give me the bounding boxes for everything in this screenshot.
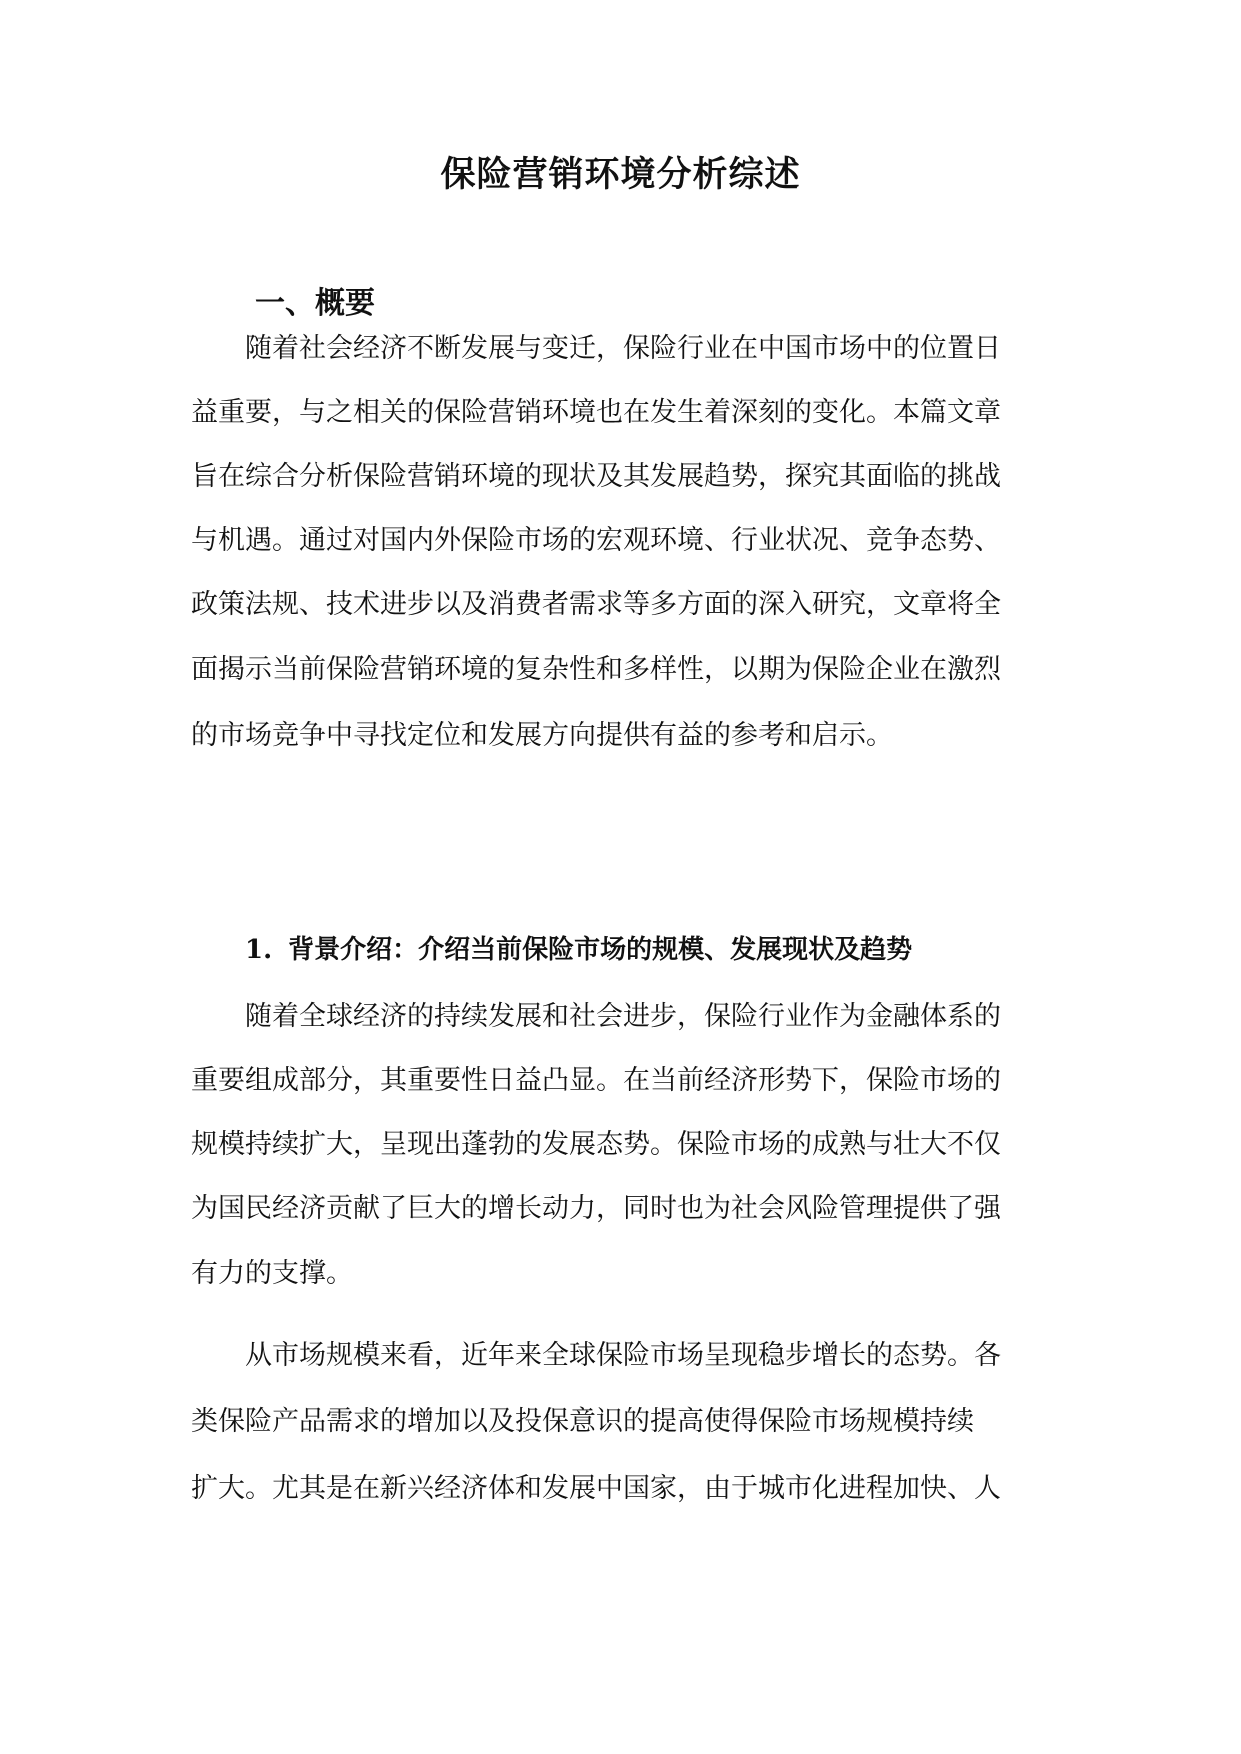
paragraph-line: 益重要，与之相关的保险营销环境也在发生着深刻的变化。本篇文章 <box>191 397 1001 428</box>
paragraph-line: 重要组成部分，其重要性日益凸显。在当前经济形势下，保险市场的 <box>191 1065 1001 1096</box>
paragraph-line: 类保险产品需求的增加以及投保意识的提高使得保险市场规模持续 <box>191 1406 974 1437</box>
subsection-heading-background <box>245 930 912 970</box>
paragraph-line: 随着全球经济的持续发展和社会进步，保险行业作为金融体系的 <box>245 1001 1001 1032</box>
paragraph-line: 政策法规、技术进步以及消费者需求等多方面的深入研究，文章将全 <box>191 589 1001 620</box>
paragraph-line: 扩大。尤其是在新兴经济体和发展中国家，由于城市化进程加快、人 <box>191 1473 1001 1504</box>
section-heading-overview: 一、概要 <box>255 286 375 321</box>
paragraph-line: 为国民经济贡献了巨大的增长动力，同时也为社会风险管理提供了强 <box>191 1193 1001 1224</box>
subsection-number: 1. <box>245 935 273 965</box>
paragraph-line: 与机遇。通过对国内外保险市场的宏观环境、行业状况、竞争态势、 <box>191 525 1001 556</box>
paragraph-line: 规模持续扩大，呈现出蓬勃的发展态势。保险市场的成熟与壮大不仅 <box>191 1129 1001 1160</box>
paragraph-line: 面揭示当前保险营销环境的复杂性和多样性，以期为保险企业在激烈 <box>191 654 1001 685</box>
paragraph-line: 有力的支撑。 <box>191 1258 353 1289</box>
paragraph-line: 的市场竞争中寻找定位和发展方向提供有益的参考和启示。 <box>191 720 893 751</box>
paragraph-line: 旨在综合分析保险营销环境的现状及其发展趋势，探究其面临的挑战 <box>191 461 1001 492</box>
subsection-title: 背景介绍：介绍当前保险市场的规模、发展现状及趋势 <box>288 935 913 965</box>
document-title: 保险营销环境分析综述 <box>440 154 801 195</box>
paragraph-line: 从市场规模来看，近年来全球保险市场呈现稳步增长的态势。各 <box>245 1340 1001 1371</box>
paragraph-line: 随着社会经济不断发展与变迁，保险行业在中国市场中的位置日 <box>245 333 1001 364</box>
